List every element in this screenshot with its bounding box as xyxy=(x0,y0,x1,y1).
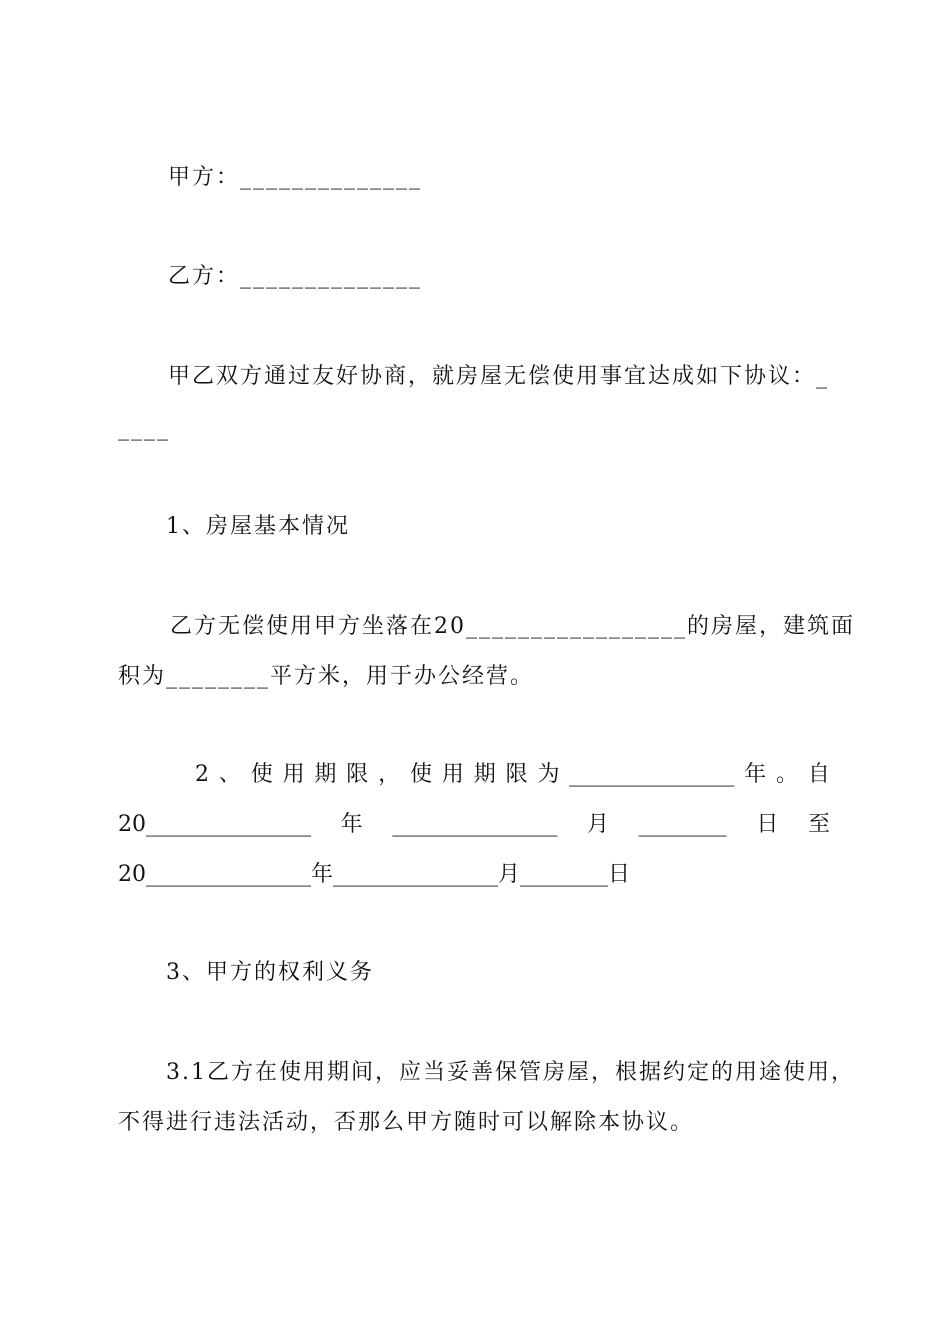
s2-l2-t6: 至 xyxy=(807,812,830,837)
section-2-line-1 xyxy=(195,760,830,790)
s2-l1-t3: 用 xyxy=(282,762,305,787)
section-1-paragraph-line-1: 乙方无偿使用甲方坐落在20_________________的房屋，建筑面 xyxy=(170,614,855,639)
s2-l2-t5: 日 xyxy=(756,812,779,837)
s2-l1-t8: 用 xyxy=(441,762,464,787)
s2-l1-t14: 。 xyxy=(776,762,799,787)
s2-l1-t0: 2 xyxy=(195,762,209,787)
section-2-line-2 xyxy=(118,810,830,840)
s2-l1-t10: 限 xyxy=(505,762,528,787)
section-2-line-3: 20_______________年_______________月________日 xyxy=(118,862,630,887)
s2-l1-t7: 使 xyxy=(410,762,433,787)
s2-l2-t1: 年 xyxy=(340,812,363,837)
intro-line-2: ____ xyxy=(118,416,170,441)
s2-l1-t6: ， xyxy=(378,762,401,787)
s2-l1-t5: 限 xyxy=(346,762,369,787)
s2-l2-t0: 20_______________ xyxy=(118,812,311,837)
intro-line-1: 甲乙双方通过友好协商，就房屋无偿使用事宜达成如下协议：_ xyxy=(168,364,830,389)
section-3-1-line-1: 3.1乙方在使用期间，应当妥善保管房屋，根据约定的用途使用， xyxy=(166,1060,855,1085)
s2-l1-t2: 使 xyxy=(250,762,273,787)
section-3-1-line-2: 不得进行违法活动，否那么甲方随时可以解除本协议。 xyxy=(118,1110,695,1135)
s2-l1-t11: 为 xyxy=(537,762,560,787)
s2-l1-t13: 年 xyxy=(744,762,767,787)
s2-l2-t2: _______________ xyxy=(392,812,558,837)
s2-l1-t4: 期 xyxy=(314,762,337,787)
s2-l1-t9: 期 xyxy=(473,762,496,787)
section-3-title: 3、甲方的权利义务 xyxy=(166,960,374,985)
s2-l1-t12: _______________ xyxy=(569,762,735,787)
s2-l1-t1: 、 xyxy=(218,762,241,787)
section-1-title: 1、房屋基本情况 xyxy=(166,514,350,539)
s2-l1-t15: 自 xyxy=(807,762,830,787)
party-b-line: 乙方：______________ xyxy=(168,264,423,289)
section-1-paragraph-line-2: 积为________平方米，用于办公经营。 xyxy=(118,664,535,689)
party-a-line: 甲方：______________ xyxy=(168,165,423,190)
s2-l2-t4: ________ xyxy=(638,812,727,837)
s2-l2-t3: 月 xyxy=(586,812,609,837)
